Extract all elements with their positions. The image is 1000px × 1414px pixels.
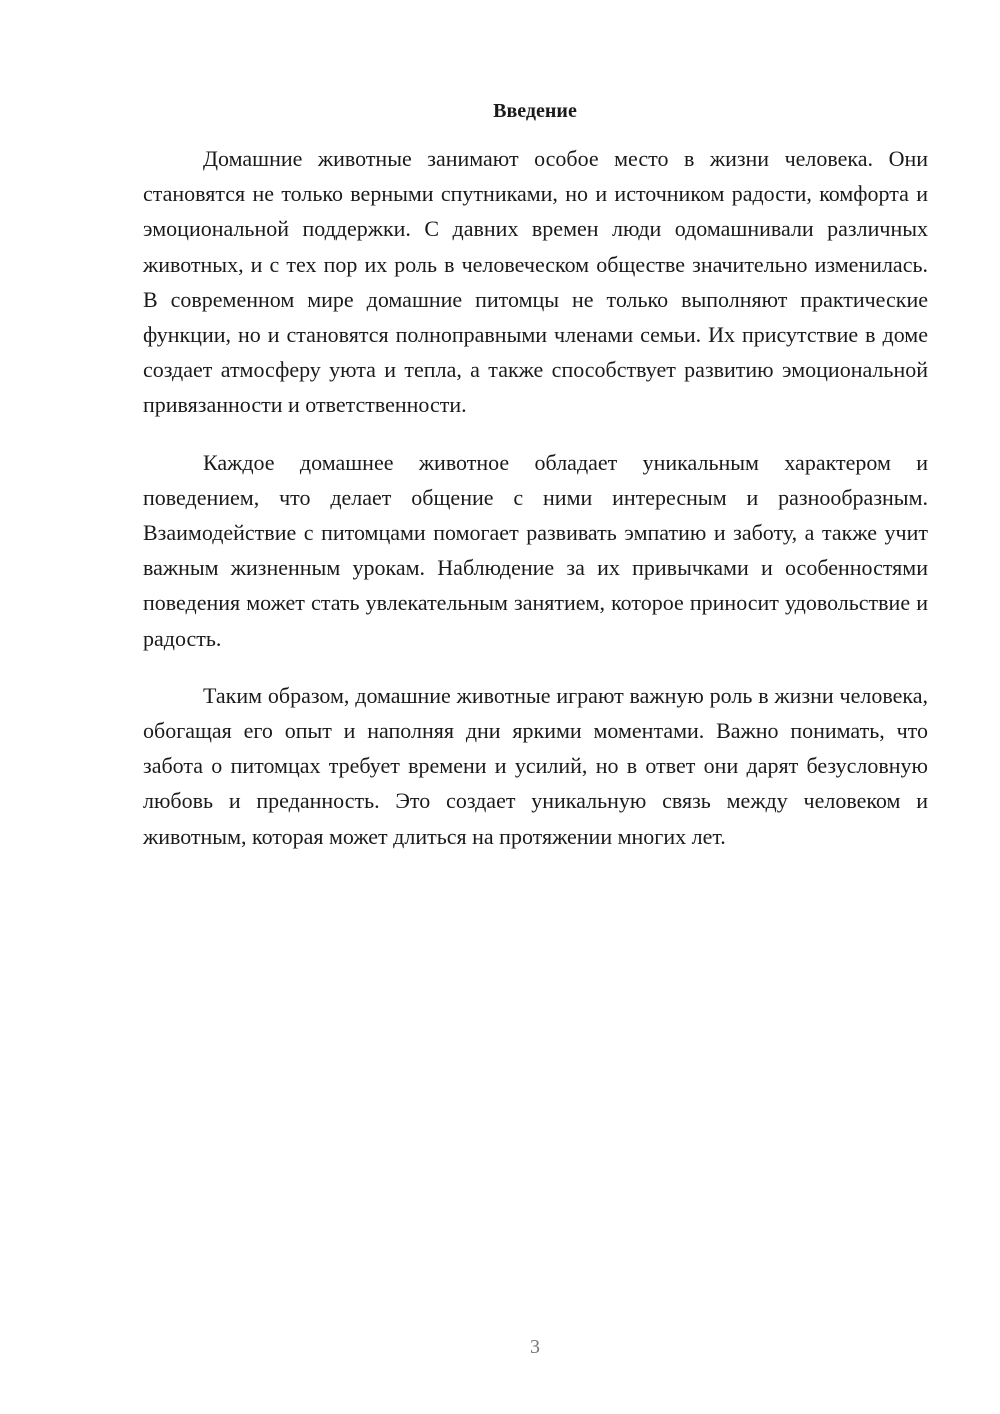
paragraph-1: Домашние животные занимают особое место в жизни человека. Они становятся не только верными спутниками, но и источником радости, комфорта и эмоциональной поддержки. С давних времен люди одомашнивали различных животных, и с тех пор их роль в человеческом обществе значительно изменилась. В современном мире домашние питомцы не только выполняют практические функции, но и становятся полноправными членами семьи. Их присутствие в доме создает атмосферу уюта и тепла, а также способствует развитию эмоциональной привязанности и ответственности. xyxy=(143,146,928,418)
page-number: 3 xyxy=(530,1336,540,1358)
paragraph-2: Каждое домашнее животное обладает уникальным характером и поведением, что делает общение с ними интересным и разнообразным. Взаимодействие с питомцами помогает развивать эмпатию и заботу, а также учит важным жизненным урокам. Наблюдение за их привычками и особенностями поведения может стать увлекательным занятием, которое приносит удовольствие и радость. xyxy=(143,449,928,651)
section-heading: Введение xyxy=(493,100,577,122)
body-text xyxy=(143,141,928,876)
paragraph-3: Таким образом, домашние животные играют важную роль в жизни человека, обогащая его опыт и наполняя дни яркими моментами. Важно понимать, что забота о питомцах требует времени и усилий, но в ответ они дарят безусловную любовь и преданность. Это создает уникальную связь между человеком и животным, которая может длиться на протяжении многих лет. xyxy=(143,682,928,849)
